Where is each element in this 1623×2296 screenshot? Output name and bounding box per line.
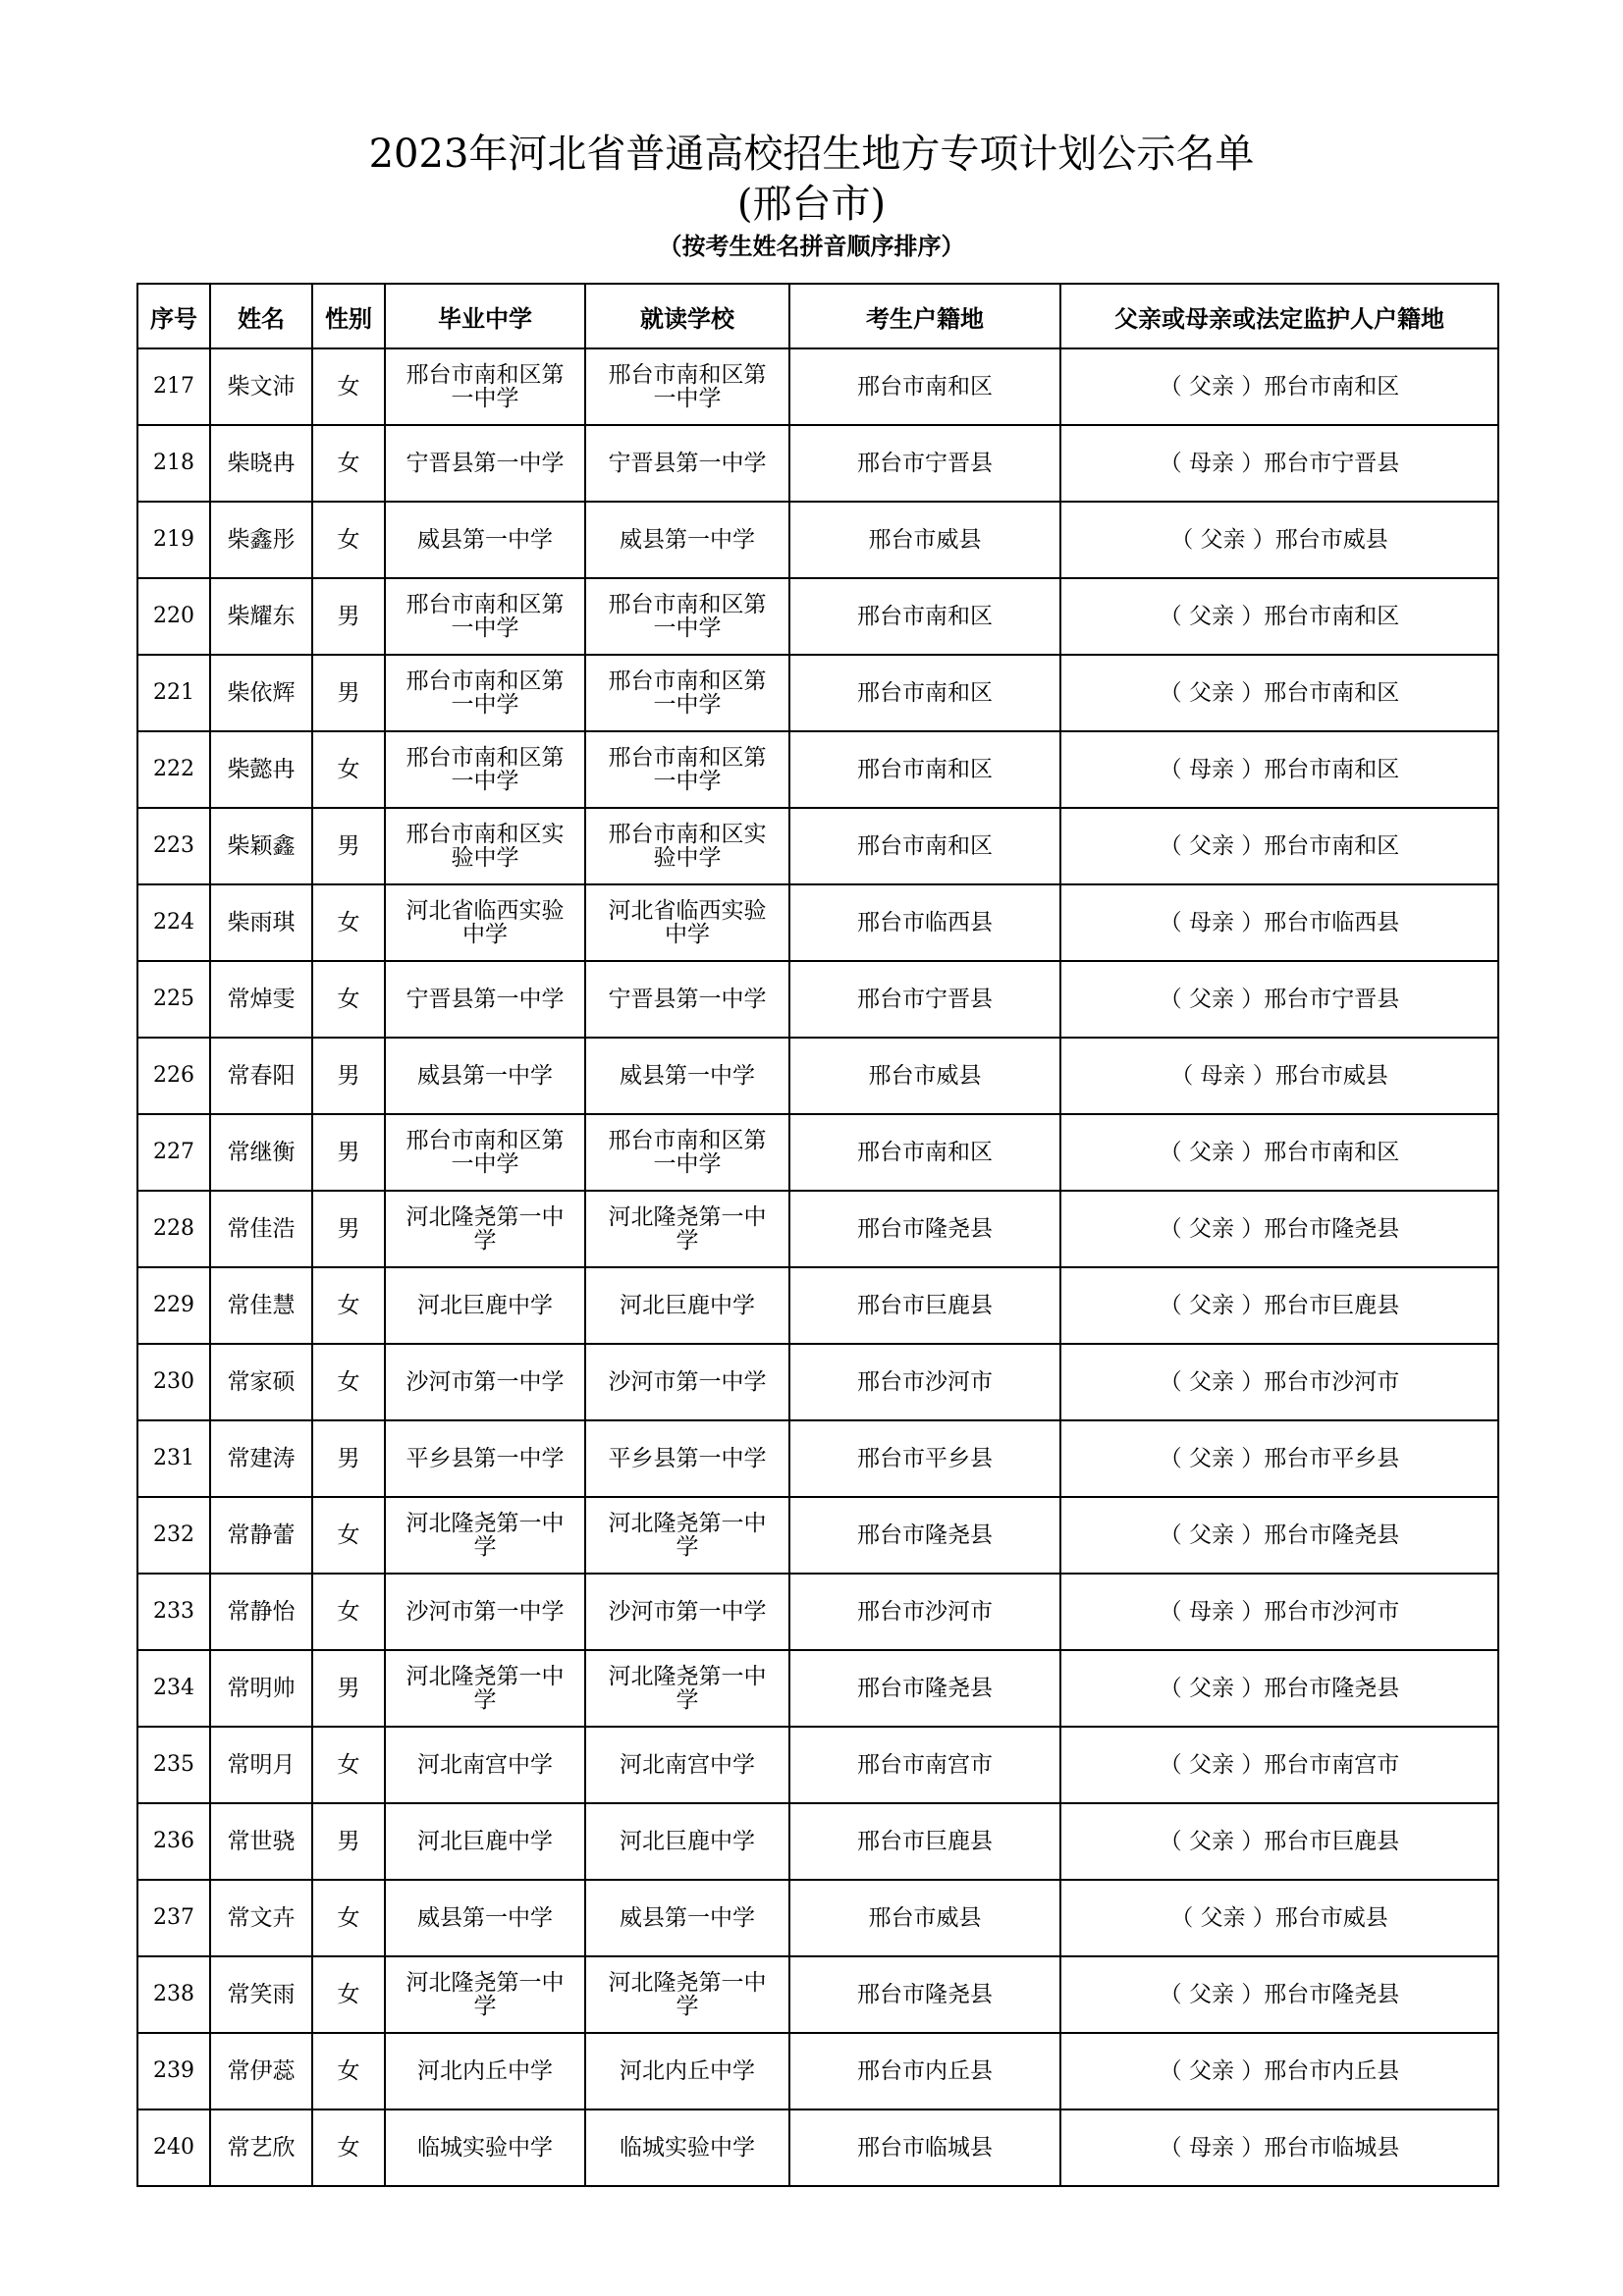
cell-domicile: 邢台市南和区 [789,655,1060,731]
cell-grad-school: 宁晋县第一中学 [385,425,585,502]
cell-no: 230 [137,1344,210,1420]
cell-guardian-domicile: （ 母亲 ）邢台市宁晋县 [1060,425,1498,502]
cell-name: 常静怡 [210,1574,312,1650]
cell-grad-school: 沙河市第一中学 [385,1344,585,1420]
cell-study-school: 邢台市南和区第一中学 [585,348,789,425]
cell-name: 常家硕 [210,1344,312,1420]
cell-study-school: 河北南宫中学 [585,1727,789,1803]
cell-study-school: 临城实验中学 [585,2109,789,2186]
table-row [137,578,1498,655]
cell-domicile: 邢台市隆尧县 [789,1650,1060,1727]
cell-name: 常静蕾 [210,1497,312,1574]
cell-grad-school: 河北巨鹿中学 [385,1267,585,1344]
cell-no: 227 [137,1114,210,1191]
header-row [137,284,1498,348]
cell-no: 221 [137,655,210,731]
cell-domicile: 邢台市南和区 [789,348,1060,425]
cell-name: 柴耀东 [210,578,312,655]
cell-name: 常继衡 [210,1114,312,1191]
cell-grad-school: 威县第一中学 [385,1038,585,1114]
cell-name: 常伊蕊 [210,2033,312,2109]
cell-gender: 女 [312,348,385,425]
cell-guardian-domicile: （ 父亲 ）邢台市南宫市 [1060,1727,1498,1803]
cell-no: 217 [137,348,210,425]
cell-grad-school: 河北隆尧第一中学 [385,1497,585,1574]
col-header-study-school: 就读学校 [585,284,789,348]
cell-no: 233 [137,1574,210,1650]
cell-no: 229 [137,1267,210,1344]
cell-domicile: 邢台市南和区 [789,808,1060,884]
cell-study-school: 河北巨鹿中学 [585,1803,789,1880]
table-row [137,731,1498,808]
cell-gender: 男 [312,1420,385,1497]
cell-guardian-domicile: （ 父亲 ）邢台市宁晋县 [1060,961,1498,1038]
cell-study-school: 邢台市南和区第一中学 [585,655,789,731]
cell-domicile: 邢台市巨鹿县 [789,1267,1060,1344]
cell-guardian-domicile: （ 父亲 ）邢台市隆尧县 [1060,1497,1498,1574]
cell-gender: 女 [312,502,385,578]
cell-domicile: 邢台市临城县 [789,2109,1060,2186]
cell-domicile: 邢台市内丘县 [789,2033,1060,2109]
table-row [137,655,1498,731]
cell-grad-school: 邢台市南和区第一中学 [385,348,585,425]
table-row [137,1880,1498,1956]
table-row [137,1497,1498,1574]
cell-guardian-domicile: （ 母亲 ）邢台市威县 [1060,1038,1498,1114]
cell-no: 222 [137,731,210,808]
cell-grad-school: 宁晋县第一中学 [385,961,585,1038]
cell-grad-school: 河北省临西实验中学 [385,884,585,961]
cell-gender: 女 [312,1880,385,1956]
cell-study-school: 邢台市南和区第一中学 [585,1114,789,1191]
cell-name: 常佳慧 [210,1267,312,1344]
cell-gender: 男 [312,1650,385,1727]
table-row [137,808,1498,884]
table-row [137,1650,1498,1727]
col-header-name: 姓名 [210,284,312,348]
cell-gender: 女 [312,1497,385,1574]
cell-study-school: 河北省临西实验中学 [585,884,789,961]
cell-gender: 女 [312,1344,385,1420]
cell-name: 常明帅 [210,1650,312,1727]
cell-grad-school: 河北内丘中学 [385,2033,585,2109]
cell-study-school: 沙河市第一中学 [585,1574,789,1650]
cell-gender: 男 [312,1114,385,1191]
cell-study-school: 河北隆尧第一中学 [585,1191,789,1267]
cell-gender: 女 [312,961,385,1038]
cell-domicile: 邢台市威县 [789,502,1060,578]
cell-name: 常艺欣 [210,2109,312,2186]
cell-grad-school: 平乡县第一中学 [385,1420,585,1497]
col-header-guardian-domicile: 父亲或母亲或法定监护人户籍地 [1060,284,1498,348]
cell-study-school: 河北内丘中学 [585,2033,789,2109]
col-header-grad-school: 毕业中学 [385,284,585,348]
cell-study-school: 邢台市南和区第一中学 [585,731,789,808]
cell-name: 常笑雨 [210,1956,312,2033]
cell-study-school: 河北巨鹿中学 [585,1267,789,1344]
cell-domicile: 邢台市南和区 [789,731,1060,808]
cell-study-school: 威县第一中学 [585,502,789,578]
cell-domicile: 邢台市宁晋县 [789,425,1060,502]
cell-guardian-domicile: （ 父亲 ）邢台市威县 [1060,502,1498,578]
cell-study-school: 宁晋县第一中学 [585,961,789,1038]
cell-name: 常春阳 [210,1038,312,1114]
table-row [137,1574,1498,1650]
cell-domicile: 邢台市平乡县 [789,1420,1060,1497]
cell-guardian-domicile: （ 父亲 ）邢台市南和区 [1060,808,1498,884]
sort-note: （按考生姓名拼音顺序排序） [658,233,965,260]
cell-no: 226 [137,1038,210,1114]
table-row [137,1114,1498,1191]
cell-grad-school: 威县第一中学 [385,1880,585,1956]
cell-grad-school: 临城实验中学 [385,2109,585,2186]
cell-grad-school: 邢台市南和区第一中学 [385,1114,585,1191]
cell-name: 柴颖鑫 [210,808,312,884]
cell-study-school: 沙河市第一中学 [585,1344,789,1420]
cell-gender: 女 [312,1727,385,1803]
cell-gender: 女 [312,425,385,502]
cell-name: 柴依辉 [210,655,312,731]
document-title: 2023年河北省普通高校招生地方专项计划公示名单 [368,132,1255,177]
cell-grad-school: 河北巨鹿中学 [385,1803,585,1880]
cell-domicile: 邢台市隆尧县 [789,1191,1060,1267]
cell-no: 218 [137,425,210,502]
table-row [137,1803,1498,1880]
table-row [137,1038,1498,1114]
cell-no: 228 [137,1191,210,1267]
cell-gender: 女 [312,1574,385,1650]
cell-no: 239 [137,2033,210,2109]
cell-grad-school: 威县第一中学 [385,502,585,578]
cell-no: 225 [137,961,210,1038]
cell-guardian-domicile: （ 父亲 ）邢台市威县 [1060,1880,1498,1956]
cell-study-school: 平乡县第一中学 [585,1420,789,1497]
table-row [137,1420,1498,1497]
cell-domicile: 邢台市威县 [789,1038,1060,1114]
cell-gender: 女 [312,731,385,808]
cell-grad-school: 邢台市南和区实验中学 [385,808,585,884]
cell-guardian-domicile: （ 父亲 ）邢台市隆尧县 [1060,1650,1498,1727]
cell-name: 柴晓冉 [210,425,312,502]
cell-no: 235 [137,1727,210,1803]
cell-gender: 男 [312,1038,385,1114]
cell-study-school: 威县第一中学 [585,1880,789,1956]
cell-guardian-domicile: （ 父亲 ）邢台市南和区 [1060,1114,1498,1191]
cell-grad-school: 沙河市第一中学 [385,1574,585,1650]
table-row [137,425,1498,502]
cell-gender: 女 [312,1956,385,2033]
cell-study-school: 邢台市南和区第一中学 [585,578,789,655]
cell-domicile: 邢台市南和区 [789,578,1060,655]
cell-grad-school: 邢台市南和区第一中学 [385,655,585,731]
cell-study-school: 河北隆尧第一中学 [585,1497,789,1574]
cell-domicile: 邢台市南和区 [789,1114,1060,1191]
cell-gender: 男 [312,655,385,731]
cell-guardian-domicile: （ 父亲 ）邢台市南和区 [1060,578,1498,655]
cell-gender: 男 [312,1803,385,1880]
cell-domicile: 邢台市临西县 [789,884,1060,961]
cell-gender: 女 [312,1267,385,1344]
cell-study-school: 宁晋县第一中学 [585,425,789,502]
table-row [137,2109,1498,2186]
table-row [137,502,1498,578]
cell-guardian-domicile: （ 母亲 ）邢台市临城县 [1060,2109,1498,2186]
table-row [137,2033,1498,2109]
cell-study-school: 河北隆尧第一中学 [585,1956,789,2033]
cell-name: 常焯雯 [210,961,312,1038]
cell-gender: 女 [312,884,385,961]
col-header-gender: 性别 [312,284,385,348]
cell-no: 232 [137,1497,210,1574]
cell-grad-school: 河北南宫中学 [385,1727,585,1803]
cell-domicile: 邢台市隆尧县 [789,1497,1060,1574]
cell-guardian-domicile: （ 父亲 ）邢台市巨鹿县 [1060,1803,1498,1880]
cell-guardian-domicile: （ 母亲 ）邢台市沙河市 [1060,1574,1498,1650]
cell-name: 柴雨琪 [210,884,312,961]
cell-domicile: 邢台市巨鹿县 [789,1803,1060,1880]
cell-grad-school: 河北隆尧第一中学 [385,1191,585,1267]
cell-name: 柴文沛 [210,348,312,425]
cell-name: 柴鑫彤 [210,502,312,578]
cell-guardian-domicile: （ 父亲 ）邢台市隆尧县 [1060,1956,1498,2033]
table-row [137,961,1498,1038]
cell-name: 柴懿冉 [210,731,312,808]
cell-gender: 男 [312,578,385,655]
cell-guardian-domicile: （ 母亲 ）邢台市临西县 [1060,884,1498,961]
cell-no: 237 [137,1880,210,1956]
cell-guardian-domicile: （ 父亲 ）邢台市隆尧县 [1060,1191,1498,1267]
cell-grad-school: 河北隆尧第一中学 [385,1650,585,1727]
cell-name: 常文卉 [210,1880,312,1956]
cell-no: 236 [137,1803,210,1880]
table-row [137,1956,1498,2033]
col-header-domicile: 考生户籍地 [789,284,1060,348]
cell-study-school: 邢台市南和区实验中学 [585,808,789,884]
cell-gender: 男 [312,1191,385,1267]
cell-grad-school: 邢台市南和区第一中学 [385,578,585,655]
table-row [137,1191,1498,1267]
cell-name: 常明月 [210,1727,312,1803]
cell-domicile: 邢台市宁晋县 [789,961,1060,1038]
cell-domicile: 邢台市沙河市 [789,1344,1060,1420]
table-row [137,1727,1498,1803]
cell-name: 常佳浩 [210,1191,312,1267]
cell-grad-school: 河北隆尧第一中学 [385,1956,585,2033]
document-subtitle: (邢台市) [736,182,887,227]
roster-table [136,283,1499,2187]
cell-guardian-domicile: （ 母亲 ）邢台市南和区 [1060,731,1498,808]
cell-gender: 女 [312,2033,385,2109]
cell-no: 219 [137,502,210,578]
cell-guardian-domicile: （ 父亲 ）邢台市巨鹿县 [1060,1267,1498,1344]
cell-name: 常建涛 [210,1420,312,1497]
cell-no: 234 [137,1650,210,1727]
cell-gender: 男 [312,808,385,884]
cell-domicile: 邢台市沙河市 [789,1574,1060,1650]
cell-no: 240 [137,2109,210,2186]
cell-grad-school: 邢台市南和区第一中学 [385,731,585,808]
cell-guardian-domicile: （ 父亲 ）邢台市南和区 [1060,348,1498,425]
roster-body [137,348,1498,2186]
table-row [137,348,1498,425]
table-row [137,1267,1498,1344]
cell-no: 238 [137,1956,210,2033]
cell-guardian-domicile: （ 父亲 ）邢台市沙河市 [1060,1344,1498,1420]
cell-no: 224 [137,884,210,961]
cell-no: 223 [137,808,210,884]
cell-name: 常世骁 [210,1803,312,1880]
cell-gender: 女 [312,2109,385,2186]
cell-study-school: 河北隆尧第一中学 [585,1650,789,1727]
col-header-no: 序号 [137,284,210,348]
cell-domicile: 邢台市隆尧县 [789,1956,1060,2033]
table-row [137,884,1498,961]
cell-domicile: 邢台市南宫市 [789,1727,1060,1803]
table-row [137,1344,1498,1420]
cell-guardian-domicile: （ 父亲 ）邢台市内丘县 [1060,2033,1498,2109]
cell-no: 231 [137,1420,210,1497]
cell-guardian-domicile: （ 父亲 ）邢台市平乡县 [1060,1420,1498,1497]
cell-guardian-domicile: （ 父亲 ）邢台市南和区 [1060,655,1498,731]
cell-domicile: 邢台市威县 [789,1880,1060,1956]
cell-study-school: 威县第一中学 [585,1038,789,1114]
cell-no: 220 [137,578,210,655]
